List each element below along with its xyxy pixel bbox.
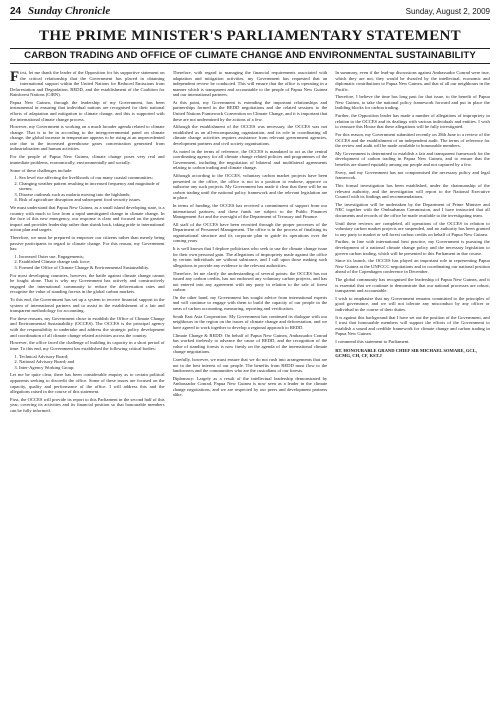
paragraph-text: Papua New Guinea, through the leadership of my Government, has been instrumental in ensuring that individual nations are recognised for their national efforts of adaptation and mitigation to climate change, and this is supported with the international climate change process.	[10, 99, 165, 122]
paragraph-text: Therefore, with regard to managing the financial requirements associated with adaptation and mitigation activities, my Government has requested that an independent review be conducted. This will ensure that the office is operating in a manner which is transparent and accountable to the people of Papua New Guinea and our international partners.	[172, 70, 328, 98]
article-paragraph	[10, 297, 165, 314]
article-paragraph	[173, 70, 328, 98]
statement-title: THE PRIME MINISTER'S PARLIAMENTARY STATEMENT	[39, 28, 461, 44]
article-paragraph	[173, 124, 328, 146]
article-paragraph	[335, 315, 490, 337]
list-item: 2. Changing weather pattern resulting in increased frequency and magnitude of storms;	[19, 181, 165, 192]
article-paragraph	[10, 235, 165, 252]
article-banner	[10, 48, 490, 64]
paragraph-text: As noted in the terms of reference, the OCCES is mandated to act as the central coordinating agency for all climate change related policies and programmes of the Government, including the negotiation of bilateral and multilateral agreements relating to carbon trading and climate change.	[172, 148, 328, 171]
article-paragraph	[335, 239, 490, 256]
paragraph-text: For the people of Papua New Guinea, climate change poses very real and immediate problems, economically, environmentally and socially.	[10, 154, 165, 165]
paragraph-text: Therefore, let me clarify the understanding of several points: the OCCES has not issued any carbon credits, has not endorsed any voluntary carbon projects, and has not entered into any agreement with any party in relation to the sale of forest carbon.	[172, 270, 328, 293]
article-headline: CARBON TRADING AND OFFICE OF CLIMATE CHANGE AND ENVIRONMENTAL SUSTAINABILITY	[24, 50, 476, 61]
article-paragraph	[173, 295, 328, 312]
paragraph-text: Every, and my Government has not compromised the necessary policy and legal framework.	[335, 169, 490, 181]
paragraph-text: Since its launch, the OCCES has played an important role in representing Papua New Guinea at the UNFCCC negotiations and in coordinating our national position ahead of the Copenhagen conference in December.	[335, 258, 490, 275]
article-paragraph	[173, 203, 328, 220]
article-paragraph	[173, 100, 328, 122]
article-paragraph	[335, 132, 490, 149]
paragraph-text: At this point, my Government is extending the important relationships and partnerships formed in the REDD negotiations and the related sessions to the United Nations Framework Convention on Climate Change, and it is important that these are not undermined by the actions of a few.	[172, 99, 328, 122]
article-paragraph	[10, 273, 165, 295]
drop-cap: F	[10, 70, 20, 85]
paragraph-text: Therefore, we must be prepared to empower our citizens rather than merely being passive participants in regard to climate change. For this reason, my Government has:	[10, 235, 165, 252]
paragraph-text: Climate Change & REDD: On behalf of Papua New Guinea, Ambassador Conrad has worked tirelessly to advance the cause of REDD, and the recognition of the value of standing forests is now firmly on the agenda of the international climate change negotiations.	[172, 332, 328, 355]
article-paragraph	[10, 100, 165, 122]
article-paragraph	[335, 94, 490, 111]
article-paragraph	[10, 154, 165, 165]
article-paragraph	[173, 271, 328, 293]
paragraph-text: On the other hand, my Government has sought advice from international experts and will continue to engage with them to build the capacity of our people in the areas of carbon accounting, measuring, reporting and verification.	[172, 294, 328, 312]
paragraph-text: Some of these challenges include:	[10, 167, 73, 173]
paragraph-text: Further, in line with international best practice, my Government is pursuing the development of a national climate change policy and the necessary legislation to govern carbon trading, which will be presented to this Parliament in due course.	[335, 239, 490, 256]
article-column	[335, 70, 490, 698]
paragraph-text: Let me be quite clear, there has been considerable enquiry as to certain political opponents seeking to discredit the office. Some of these issues are focused on the capacity, quality and performance of the office. I will address this and the allegations raised in the course of this statement.	[10, 372, 165, 395]
article-column	[10, 70, 165, 698]
paragraph-text: Diplomacy: Largely as a result of the intellectual leadership demonstrated by Ambassador Conrad, Papua New Guinea is now seen as a leader in the climate change negotiations, and we are respected by our peers and development partners alike.	[172, 375, 328, 398]
article-paragraph	[173, 149, 328, 171]
paragraph-text: Although the establishment of the OCCES was necessary, the OCCES was not established as an all-encompassing organization, and its role in coordinating all climate change activities requires assistance from relevant government agencies, development partners and civil society organisations.	[172, 124, 328, 146]
article-list	[19, 354, 165, 371]
page-number: 24	[10, 6, 22, 17]
article-paragraph	[335, 296, 490, 313]
list-item: 3. Disease outbreak such as malaria moving into the highlands;	[19, 192, 165, 198]
signature-line	[335, 348, 490, 359]
paragraph-text: Although according to the OCCES, voluntary carbon market projects have been presented to the office, the office is not in a position to endorse, approve or authorise any such projects. My Government has made it clear that there will be no carbon trading until the national policy framework and the relevant legislation are in place.	[172, 173, 328, 201]
paragraph-text: Therefore, I believe the time has long past for that issue, to the benefit of Papua New Guinea, to take the national policy framework forward and put in place the building blocks for carbon trading.	[335, 94, 490, 111]
article-list	[19, 254, 165, 271]
list-item: 2. National Advisory Board; and	[19, 359, 165, 365]
list-item: 1. Technical Advisory Board;	[19, 354, 165, 360]
article-paragraph	[10, 340, 165, 351]
paragraph-text: South East Asia Cooperation: My Government has continued its dialogue with our neighbours in the region on the issues of climate change and deforestation, and we have agreed to work together to develop a regional approach to REDD.	[172, 313, 328, 330]
newspaper-name: Sunday Chronicle	[28, 5, 111, 17]
article-paragraph	[335, 183, 490, 200]
article-paragraph	[335, 202, 490, 219]
paragraph-text: Until these reviews are completed, all operations of the OCCES in relation to voluntary carbon market projects are suspended, and no authority has been granted to any party to market or sell forest carbon credits on behalf of Papua New Guinea.	[335, 220, 490, 237]
article-list	[19, 175, 165, 203]
paragraph-text: For most developing countries, however, the battle against climate change cannot be fought alone. That is why my Government has actively and constructively engaged the international community to reduce the deforestation rates and recognise the value of standing forests in the global carbon markets.	[10, 272, 165, 295]
issue-date: Sunday, August 2, 2009	[405, 7, 490, 16]
paragraph-text: To this end, the Government has set up a system to receive financial support in the system of international partners and to assist in the establishment of a fair and transparent methodology for accounting.	[10, 297, 165, 314]
paragraph-text: First, the OCCES will provide its report to this Parliament in the second half of this year, covering its activities and its financial position so that honourable members can be fully informed.	[10, 396, 165, 413]
article-paragraph	[335, 113, 490, 130]
list-item: 4. Risk of agriculture disruption and subsequent food security issues.	[19, 197, 165, 203]
paragraph-text: Further, the Opposition leader has made a number of allegations of impropriety in relation to the OCCES and its dealings with various individuals and entities. I wish to reassure this House that these allegations will be fully investigated.	[335, 113, 490, 130]
list-item: 3. Formed the Office of Climate Change & Environmental Sustainability.	[19, 265, 165, 271]
paragraph-text: For these reasons, my Government chose to establish the Office of Climate Change and Environmental Sustainability (OCCES). The OCCES is the principal agency with the responsibility to undertake and address the strategic policy development and coordination of all climate change related activities across the country.	[10, 315, 165, 338]
paragraph-text: However, my Government is working on a much broader agenda related to climate change. That is to be in according to the intergovernmental panel on climate change, the global increase in temperature appears to be rising at an unprecedented rate due to the increased greenhouse gases concentration generated from industrialisation and human activities.	[10, 124, 165, 152]
paragraph-text: This formal investigation has been established, under the chairmanship of the relevant authority, and the investigation will report to the National Executive Council with its findings and recommendations.	[335, 182, 490, 200]
article-paragraph	[173, 376, 328, 398]
masthead	[10, 6, 490, 20]
paragraph-text: I wish to emphasise that my Government remains committed to the principles of good governance, and we will not tolerate any misconduct by any officer or individual in the course of their duties.	[335, 295, 490, 313]
article-paragraph	[335, 170, 490, 181]
paragraph-text: All staff of the OCCES have been recruited through the proper processes of the Department of Personnel Management. The office is in the process of finalising its organisational structure and its corporate plan to guide its operations over the coming years.	[172, 221, 328, 244]
article-paragraph	[10, 205, 165, 233]
article-paragraph	[10, 124, 165, 152]
article-paragraph	[335, 70, 490, 92]
article-paragraph	[173, 314, 328, 331]
paragraph-text: In terms of funding, the OCCES has received a commitment of support from our international partners, and these funds are subject to the Public Finances Management Act and the oversight of the Department of Treasury and Finance.	[172, 202, 328, 220]
article-paragraph	[335, 258, 490, 275]
list-item: 2. Established Climate change task force;	[19, 259, 165, 265]
article-paragraph	[173, 246, 328, 268]
article-paragraph	[335, 277, 490, 294]
paragraph-text: It is against this background that I have set out the position of the Government, and I trust that honourable members will support the efforts of the Government to establish a sound and credible framework for climate change and carbon trading in Papua New Guinea.	[335, 314, 490, 337]
paragraph-text: However, the office faced the challenge of building its capacity in a short period of time. To this end, my Government has established the following critical bodies:	[10, 340, 165, 351]
paragraph-text: The investigation will be undertaken by the Department of Prime Minister and NEC together with the Ombudsman Commission, and I have instructed that all documents and records of the office be made available to the investigating team.	[335, 201, 490, 218]
list-item: 1. Increased Outer use, Engagements;	[19, 254, 165, 260]
paragraph-text: RT. HONOURABLE GRAND CHIEF SIR MICHAEL SOMARE, GCL, GCMG, CH, CF, KST.J	[335, 347, 477, 359]
paragraph-text: irst, let me thank the leader of the Opposition for his supportive statement on the critical relationship that the Government has placed in obtaining international support within the United Nations for Reduced Emissions from Deforestation and Degradation, REDD, and the establishment of the Coalition for Rainforest Nations (CfRN).	[10, 70, 165, 98]
paragraph-text: My Government is determined to establish a fair and transparent framework for the development of carbon trading in Papua New Guinea, and to ensure that the benefits are shared equitably among our people and not captured by a few.	[335, 150, 490, 167]
paragraph-text: We must understand that Papua New Guinea, as a small island developing state, is a country with much to lose from a rapid unmitigated change in climate change. In the face of this new emergency, our response is clear and focused on the greatest impact and provides leadership rather than shrink back, taking pride to international action plan and targets.	[10, 205, 165, 233]
article-paragraph	[173, 222, 328, 244]
paragraph-text: The global community has recognised the leadership of Papua New Guinea, and it is essential that we continue to demonstrate that our national processes are robust, transparent and accountable.	[335, 277, 490, 294]
article-paragraph	[10, 316, 165, 338]
article-paragraph	[10, 397, 165, 414]
paragraph-text: Carefully, however, we must ensure that we do not rush into arrangements that are not in the best interest of our people. The benefits from REDD must flow to the landowners and the communities who are the custodians of our forests.	[172, 356, 328, 374]
paragraph-text: For this reason, my Government submitted recently on 28th June to a review of the OCCES and the establishment of an independent audit. The terms of reference for the review and audit will be made available to honourable members.	[335, 132, 490, 149]
article-paragraph	[335, 339, 490, 345]
article-paragraph	[10, 168, 165, 174]
article-columns	[10, 70, 490, 698]
article-paragraph	[335, 151, 490, 168]
article-paragraph	[10, 372, 165, 394]
article-paragraph	[173, 173, 328, 201]
article-column	[173, 70, 328, 698]
paragraph-text: It is well known that I deplore politicians who seek to use the climate change issue for their own personal gain. The allegations of impropriety made against the office by certain individuals are without substance, and I call upon those making such allegations to provide any evidence to the relevant authorities.	[172, 246, 328, 268]
article-paragraph	[173, 357, 328, 374]
list-item: 3. Inter-Agency Working Group.	[19, 365, 165, 371]
paragraph-text: In summary, even if the lead-up discussions against Ambassador Conrad were true, which they are not, they would be dwarfed by the intellectual, economic and diplomatic contributions to Papua New Guinea, and that of all our neighbours in the Pacific.	[335, 70, 490, 92]
article-paragraph	[173, 333, 328, 355]
list-item: 1. Sea level rise affecting the livelihoods of our many coastal communities;	[19, 175, 165, 181]
paragraph-text: I commend this statement to Parliament.	[335, 339, 410, 345]
article-paragraph	[10, 70, 165, 98]
article-paragraph	[335, 221, 490, 238]
